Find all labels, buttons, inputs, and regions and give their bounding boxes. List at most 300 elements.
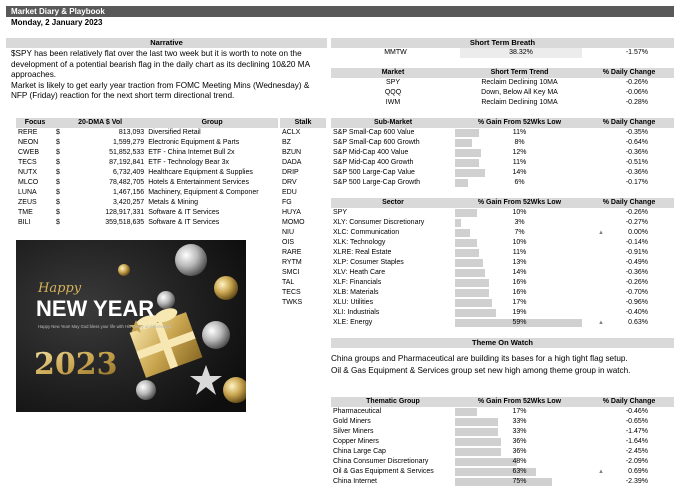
focus-group: ETF - Technology Bear 3x: [148, 159, 229, 166]
thematic-change-cell: [584, 437, 674, 447]
focus-col-ticker: Focus: [16, 118, 54, 128]
sector-change: -0.70%: [625, 289, 648, 296]
sector-gain-bar: [455, 279, 489, 287]
sector-name: XLC: Communication: [333, 229, 400, 236]
focus-dollar-sign: $: [56, 139, 60, 146]
sector-gain-cell: [455, 288, 584, 298]
focus-ticker: MLCO: [18, 179, 39, 186]
thematic-gain-bar: [455, 458, 517, 466]
sector-change: -0.49%: [625, 259, 648, 266]
sector-gain-bar: [455, 269, 485, 277]
sector-gain: 10%: [512, 239, 527, 246]
thematic-gain: 75%: [512, 478, 527, 485]
thematic-gain: 48%: [512, 458, 527, 465]
thematic-gain-bar: [455, 438, 501, 446]
thematic-col-gain: % Gain From 52Wks Low: [455, 397, 584, 407]
stalk-table: [280, 118, 326, 308]
up-arrow-icon: ▲: [598, 230, 604, 236]
sector-gain-bar: [455, 239, 477, 247]
stalk-row: [280, 158, 326, 168]
thematic-gain-bar: [455, 408, 477, 416]
sector-col-gain: % Gain From 52Wks Low: [455, 198, 584, 208]
thematic-row: [331, 447, 674, 457]
sector-gain-cell: [455, 268, 584, 278]
focus-col-volume: 20-DMA $ Vol: [54, 118, 146, 128]
submarket-gain-cell: [455, 128, 584, 138]
thematic-gain: 33%: [512, 428, 527, 435]
sector-change-cell: [584, 318, 674, 328]
stalk-row: [280, 238, 326, 248]
thematic-col-name: Thematic Group: [331, 397, 455, 407]
sector-change-cell: [584, 238, 674, 248]
sector-row: [331, 228, 674, 238]
narrative-paragraph-1: $SPY has been relatively flat over the last two week but it is worth to note on the development of a potential bearish flag in the daily chart as its declining 10&20 MA approaches.: [11, 49, 310, 80]
sector-gain-bar: [455, 229, 470, 237]
sector-change-cell: [584, 228, 674, 238]
submarket-change: -0.51%: [625, 159, 648, 166]
thematic-name: Oil & Gas Equipment & Services: [333, 468, 434, 475]
stalk-row: [280, 198, 326, 208]
sector-gain: 14%: [512, 269, 527, 276]
focus-dollar-sign: $: [56, 189, 60, 196]
submarket-col-change: % Daily Change: [584, 118, 674, 128]
thematic-gain: 33%: [512, 418, 527, 425]
breadth-table: [331, 48, 674, 58]
focus-volume: 3,420,257: [113, 199, 145, 206]
thematic-change: -2.39%: [625, 478, 648, 485]
thematic-change-cell: [584, 447, 674, 457]
submarket-row: [331, 148, 674, 158]
market-name: IWM: [385, 99, 401, 106]
submarket-change: -0.35%: [625, 129, 648, 136]
submarket-change-cell: [584, 158, 674, 168]
thematic-header-row: [331, 397, 674, 407]
sector-gain-bar: [455, 219, 461, 227]
thematic-gain-cell: [455, 467, 584, 477]
focus-volume: 1,467,156: [113, 189, 145, 196]
stalk-ticker: RYTM: [282, 259, 302, 266]
thematic-change-cell: [584, 427, 674, 437]
sector-gain: 7%: [514, 229, 525, 236]
stalk-ticker: DADA: [282, 159, 302, 166]
thematic-row: [331, 477, 674, 487]
stalk-row: [280, 298, 326, 308]
sector-row: [331, 258, 674, 268]
focus-ticker: TECS: [18, 159, 37, 166]
thematic-gain-cell: [455, 437, 584, 447]
stalk-ticker: HUYA: [282, 209, 301, 216]
thematic-change: -2.45%: [625, 448, 648, 455]
thematic-row: [331, 467, 674, 477]
theme-header: Theme On Watch: [331, 338, 674, 348]
focus-dollar-sign: $: [56, 169, 60, 176]
market-row: [331, 98, 674, 108]
sector-gain-cell: [455, 308, 584, 318]
submarket-table: [331, 118, 674, 188]
year-text: 2023: [34, 347, 118, 382]
sector-change: -0.26%: [625, 209, 648, 216]
sector-gain-cell: [455, 318, 584, 328]
thematic-gain-cell: [455, 407, 584, 417]
focus-group: Diversified Retail: [148, 129, 201, 136]
submarket-gain: 6%: [514, 179, 525, 186]
submarket-col-gain: % Gain From 52Wks Low: [455, 118, 584, 128]
sector-gain-bar: [455, 259, 483, 267]
sector-gain-bar: [455, 249, 479, 257]
new-year-illustration: [16, 240, 246, 412]
market-change: -0.28%: [625, 99, 648, 106]
sector-name: XLU: Utilities: [333, 299, 374, 306]
submarket-gain-cell: [455, 138, 584, 148]
thematic-change: 0.69%: [628, 468, 648, 475]
market-trend: Reclaim Declining 10MA: [481, 79, 558, 86]
sector-gain-bar: [455, 209, 477, 217]
sector-col-name: Sector: [331, 198, 455, 208]
sector-gain-cell: [455, 278, 584, 288]
sector-change-cell: [584, 278, 674, 288]
sector-row: [331, 238, 674, 248]
report-date: Monday, 2 January 2023: [11, 18, 103, 27]
submarket-change-cell: [584, 128, 674, 138]
submarket-gain: 14%: [512, 169, 527, 176]
sector-gain-bar: [455, 289, 489, 297]
thematic-gain-bar: [455, 418, 498, 426]
thematic-name: China Large Cap: [333, 448, 386, 455]
sector-row: [331, 318, 674, 328]
thematic-col-change: % Daily Change: [584, 397, 674, 407]
sector-row: [331, 268, 674, 278]
submarket-change-cell: [584, 138, 674, 148]
submarket-change-cell: [584, 148, 674, 158]
submarket-header-row: [331, 118, 674, 128]
stalk-row: [280, 258, 326, 268]
sector-gain-bar: [455, 309, 496, 317]
market-col-change: % Daily Change: [584, 68, 674, 78]
thematic-change-cell: [584, 467, 674, 477]
sector-name: XLB: Materials: [333, 289, 379, 296]
thematic-gain: 36%: [512, 438, 527, 445]
submarket-gain-cell: [455, 148, 584, 158]
sector-change-cell: [584, 258, 674, 268]
stalk-ticker: MOMO: [282, 219, 305, 226]
submarket-change-cell: [584, 178, 674, 188]
submarket-change: -0.36%: [625, 169, 648, 176]
sector-name: XLI: Industrials: [333, 309, 380, 316]
thematic-change: -0.46%: [625, 408, 648, 415]
sector-header-row: [331, 198, 674, 208]
market-name: QQQ: [384, 89, 402, 96]
submarket-gain-cell: [455, 158, 584, 168]
focus-volume: 78,482,705: [109, 179, 145, 186]
sector-row: [331, 208, 674, 218]
stalk-ticker: BZ: [282, 139, 291, 146]
submarket-gain-bar: [455, 129, 479, 137]
narrative-paragraph-2: Market is likely to get early year traction from FOMC Meeting Mins (Wednesday) & NFP (Friday) reaction for the next short term directional trend.: [11, 80, 310, 101]
stalk-ticker: OIS: [282, 239, 295, 246]
sector-gain-cell: [455, 218, 584, 228]
sector-name: SPY: [333, 209, 348, 216]
submarket-gain-cell: [455, 178, 584, 188]
thematic-gain-bar: [455, 478, 552, 486]
stalk-ticker: BZUN: [282, 149, 302, 156]
sector-change: -0.40%: [625, 309, 648, 316]
thematic-change-cell: [584, 417, 674, 427]
thematic-name: Silver Miners: [333, 428, 374, 435]
submarket-gain: 12%: [512, 149, 527, 156]
breadth-row: [331, 48, 674, 58]
thematic-row: [331, 417, 674, 427]
sector-gain: 10%: [512, 209, 527, 216]
new-year-image: [16, 240, 246, 412]
submarket-gain-bar: [455, 159, 479, 167]
sector-change-cell: [584, 218, 674, 228]
focus-row: [16, 218, 278, 228]
focus-row: [16, 168, 278, 178]
theme-text: [331, 353, 674, 377]
focus-group: Software & IT Services: [148, 209, 220, 216]
focus-dollar-sign: $: [56, 199, 60, 206]
sector-gain: 3%: [514, 219, 525, 226]
sector-change-cell: [584, 288, 674, 298]
sector-gain-cell: [455, 238, 584, 248]
sector-name: XLF: Financials: [333, 279, 382, 286]
stalk-ticker: TECS: [282, 289, 301, 296]
thematic-name: Pharmaceutical: [333, 408, 382, 415]
sector-row: [331, 308, 674, 318]
focus-dollar-sign: $: [56, 129, 60, 136]
focus-ticker: LUNA: [18, 189, 37, 196]
sector-change: -0.14%: [625, 239, 648, 246]
stalk-ticker: NIU: [282, 229, 295, 236]
market-trend: Reclaim Declining 10MA: [481, 99, 558, 106]
focus-group: ETF - China Internet Bull 2x: [148, 149, 235, 156]
focus-row: [16, 128, 278, 138]
thematic-gain-bar: [455, 448, 501, 456]
sector-change: -0.96%: [625, 299, 648, 306]
submarket-name: S&P Mid-Cap 400 Value: [333, 149, 409, 156]
stalk-col-header: Stalk: [280, 118, 326, 128]
sector-row: [331, 288, 674, 298]
sector-change-cell: [584, 268, 674, 278]
sector-row: [331, 248, 674, 258]
thematic-change: -1.47%: [625, 428, 648, 435]
market-row: [331, 88, 674, 98]
stalk-header-row: [280, 118, 326, 128]
thematic-row: [331, 437, 674, 447]
submarket-row: [331, 128, 674, 138]
stalk-row: [280, 138, 326, 148]
stalk-row: [280, 208, 326, 218]
stalk-ticker: TWKS: [282, 299, 303, 306]
thematic-row: [331, 427, 674, 437]
sector-gain: 19%: [512, 309, 527, 316]
focus-table: [16, 118, 278, 228]
focus-group: Electronic Equipment & Parts: [148, 139, 240, 146]
focus-row: [16, 208, 278, 218]
market-change: -0.06%: [625, 89, 648, 96]
stalk-ticker: RARE: [282, 249, 302, 256]
sector-change-cell: [584, 208, 674, 218]
stalk-row: [280, 128, 326, 138]
focus-group: Hotels & Entertainment Services: [148, 179, 249, 186]
market-name: SPY: [385, 79, 400, 86]
breadth-value: 38.32%: [460, 48, 582, 58]
focus-ticker: RERE: [18, 129, 38, 136]
submarket-change-cell: [584, 168, 674, 178]
focus-row: [16, 178, 278, 188]
market-col-trend: Short Term Trend: [455, 68, 584, 78]
app-title: Market Diary & Playbook: [6, 6, 674, 17]
thematic-gain: 36%: [512, 448, 527, 455]
thematic-name: Gold Miners: [333, 418, 371, 425]
thematic-change-cell: [584, 477, 674, 487]
sector-gain: 17%: [512, 299, 527, 306]
focus-row: [16, 158, 278, 168]
submarket-row: [331, 168, 674, 178]
sector-change: -0.27%: [625, 219, 648, 226]
focus-row: [16, 198, 278, 208]
breadth-name: MMTW: [384, 49, 407, 56]
sector-change: 0.63%: [628, 319, 648, 326]
thematic-row: [331, 407, 674, 417]
stalk-ticker: DRV: [282, 179, 297, 186]
sector-change: -0.91%: [625, 249, 648, 256]
new-year-message: Happy New Year! May God bless your life with His mercy and blessings!: [38, 324, 172, 329]
sector-gain-bar: [455, 299, 492, 307]
stalk-row: [280, 288, 326, 298]
sector-name: XLP: Cosumer Staples: [333, 259, 404, 266]
stalk-row: [280, 188, 326, 198]
submarket-name: S&P Mid-Cap 400 Growth: [333, 159, 414, 166]
sector-gain-cell: [455, 258, 584, 268]
submarket-gain-bar: [455, 139, 472, 147]
submarket-gain-bar: [455, 179, 468, 187]
sector-row: [331, 298, 674, 308]
stalk-ticker: DRIP: [282, 169, 299, 176]
submarket-row: [331, 138, 674, 148]
focus-group: Machinery, Equipment & Componer: [148, 189, 259, 196]
narrative-text: [11, 49, 327, 102]
sector-gain-cell: [455, 228, 584, 238]
thematic-table: [331, 397, 674, 487]
sector-gain: 16%: [512, 289, 527, 296]
sector-name: XLRE: Real Estate: [333, 249, 392, 256]
submarket-name: S&P 500 Large-Cap Growth: [333, 179, 421, 186]
focus-row: [16, 188, 278, 198]
sector-table: [331, 198, 674, 328]
market-header-row: [331, 68, 674, 78]
sector-name: XLY: Consumer Discretionary: [333, 219, 425, 226]
thematic-gain-cell: [455, 457, 584, 467]
focus-ticker: CWEB: [18, 149, 39, 156]
focus-dollar-sign: $: [56, 209, 60, 216]
narrative-header: Narrative: [6, 38, 327, 48]
submarket-change: -0.17%: [625, 179, 648, 186]
sector-name: XLE: Energy: [333, 319, 373, 326]
thematic-gain: 17%: [512, 408, 527, 415]
stalk-ticker: FG: [282, 199, 292, 206]
focus-volume: 1,599,279: [113, 139, 145, 146]
sector-row: [331, 218, 674, 228]
up-arrow-icon: ▲: [598, 320, 604, 326]
sector-change-cell: [584, 308, 674, 318]
submarket-gain: 11%: [512, 129, 527, 136]
focus-ticker: BILI: [18, 219, 31, 226]
submarket-row: [331, 178, 674, 188]
stalk-row: [280, 268, 326, 278]
market-col-name: Market: [331, 68, 455, 78]
submarket-gain-bar: [455, 149, 481, 157]
thematic-gain-cell: [455, 447, 584, 457]
market-table: [331, 68, 674, 108]
market-trend: Down, Below All Key MA: [481, 89, 558, 96]
stalk-row: [280, 148, 326, 158]
sector-gain-cell: [455, 208, 584, 218]
thematic-change: -1.64%: [625, 438, 648, 445]
focus-ticker: NUTX: [18, 169, 38, 176]
focus-row: [16, 138, 278, 148]
submarket-change: -0.36%: [625, 149, 648, 156]
submarket-row: [331, 158, 674, 168]
sector-gain: 16%: [512, 279, 527, 286]
focus-dollar-sign: $: [56, 149, 60, 156]
thematic-name: Copper Miners: [333, 438, 379, 445]
focus-ticker: NEON: [18, 139, 39, 146]
new-year-headline: NEW YEAR: [36, 296, 155, 321]
happy-text: Happy: [38, 281, 82, 296]
stalk-row: [280, 168, 326, 178]
stalk-row: [280, 178, 326, 188]
focus-volume: 6,732,409: [113, 169, 145, 176]
focus-header-row: [16, 118, 278, 128]
submarket-gain: 8%: [514, 139, 525, 146]
submarket-gain-cell: [455, 168, 584, 178]
sector-name: XLV: Heath Care: [333, 269, 386, 276]
thematic-gain-cell: [455, 417, 584, 427]
focus-group: Software & IT Services: [148, 219, 220, 226]
focus-dollar-sign: $: [56, 219, 60, 226]
submarket-name: S&P Small-Cap 600 Growth: [333, 139, 420, 146]
sector-change-cell: [584, 248, 674, 258]
theme-line-1: China groups and Pharmaceutical are building its bases for a high tight flag setup.: [331, 354, 628, 363]
market-change: -0.26%: [625, 79, 648, 86]
market-row: [331, 78, 674, 88]
focus-volume: 359,518,635: [105, 219, 145, 226]
submarket-change: -0.64%: [625, 139, 648, 146]
stalk-row: [280, 218, 326, 228]
sector-change: -0.36%: [625, 269, 648, 276]
focus-volume: 87,192,841: [109, 159, 145, 166]
thematic-name: China Consumer Discretionary: [333, 458, 429, 465]
thematic-row: [331, 457, 674, 467]
up-arrow-icon: ▲: [598, 469, 604, 475]
sector-gain: 11%: [512, 249, 527, 256]
focus-ticker: TME: [18, 209, 33, 216]
thematic-gain: 63%: [512, 468, 527, 475]
sector-change-cell: [584, 298, 674, 308]
submarket-name: S&P 500 Large-Cap Value: [333, 169, 415, 176]
submarket-col-name: Sub-Market: [331, 118, 455, 128]
thematic-gain-cell: [455, 477, 584, 487]
stalk-ticker: TAL: [282, 279, 295, 286]
thematic-change-cell: [584, 457, 674, 467]
focus-ticker: ZEUS: [18, 199, 37, 206]
focus-dollar-sign: $: [56, 159, 60, 166]
focus-col-group: Group: [146, 118, 278, 128]
focus-group: Metals & Mining: [148, 199, 198, 206]
stalk-row: [280, 248, 326, 258]
thematic-gain-cell: [455, 427, 584, 437]
